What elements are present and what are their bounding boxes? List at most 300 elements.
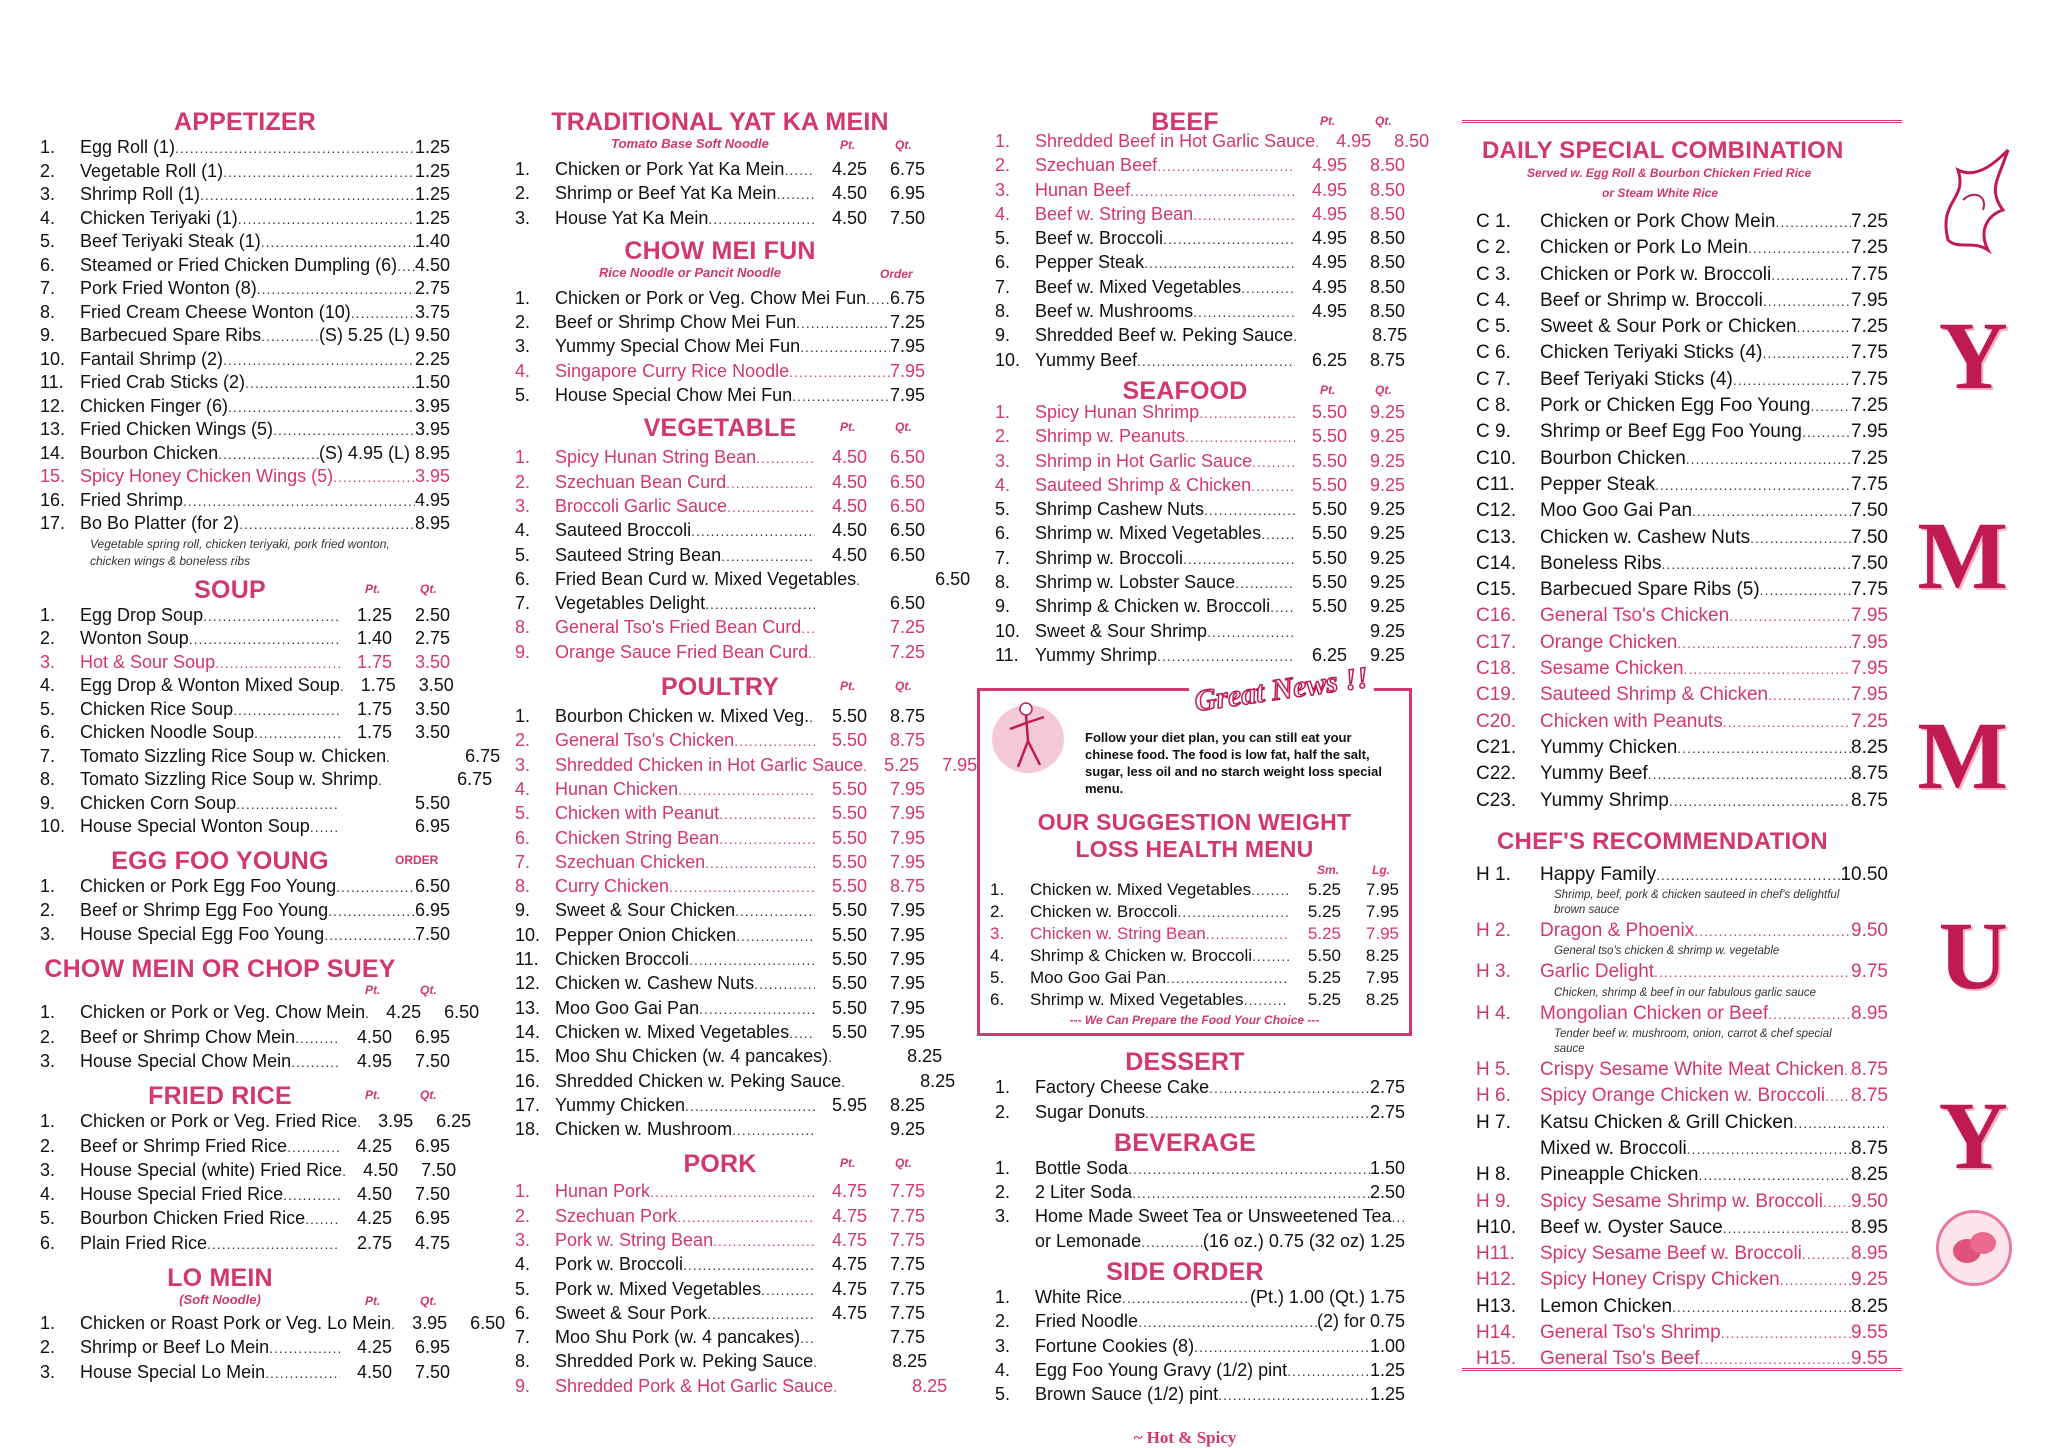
dessert-title: DESSERT — [1125, 1048, 1245, 1077]
item-number: 4. — [40, 1184, 56, 1205]
item-name: Moo Goo Gai Pan — [1540, 500, 1693, 522]
item-price-qt: 7.75 — [889, 1181, 925, 1202]
chef-title: CHEF'S RECOMMENDATION — [1497, 827, 1828, 855]
item-name: General Tso's Chicken — [1540, 605, 1730, 627]
menu-item — [40, 627, 450, 651]
item-price-qt: 6.50 — [935, 568, 971, 589]
item-number: C18. — [1476, 658, 1517, 680]
menu-item — [40, 1232, 450, 1256]
leader-dots — [705, 593, 815, 616]
item-price-pt: 4.95 — [1336, 131, 1372, 151]
menu-item — [1476, 1215, 1888, 1241]
item-name: Beef w. Mushrooms — [1035, 301, 1194, 322]
item-name: Spicy Honey Chicken Wings (5) — [80, 466, 334, 486]
item-number: C21. — [1476, 736, 1517, 758]
item-number: 7. — [40, 745, 56, 766]
menu-item — [1476, 288, 1888, 314]
item-name: Mixed w. Broccoli — [1540, 1137, 1687, 1159]
item-number: 4. — [40, 207, 56, 228]
item-price: 8.25 — [1851, 736, 1888, 758]
item-price-qt: 8.75 — [889, 730, 925, 751]
item-name: Lemon Chicken — [1540, 1295, 1673, 1317]
item-number: 8. — [515, 617, 531, 638]
item-price: 9.50 — [1851, 920, 1888, 942]
item-number: 8. — [515, 876, 531, 897]
item-name: Yummy Special Chow Mei Fun — [555, 336, 801, 357]
item-price-qt: 7.95 — [889, 1021, 925, 1042]
item-name: House Special Chow Mein — [80, 1050, 292, 1071]
item-name: Szechuan Beef — [1035, 155, 1158, 176]
leader-dots — [1166, 968, 1289, 989]
leader-dots — [1251, 475, 1295, 498]
item-name: General Tso's Shrimp — [1540, 1321, 1721, 1343]
item-name: Egg Drop & Wonton Mixed Soup — [80, 675, 340, 695]
item-number: 1. — [995, 1287, 1011, 1308]
item-price: 7.95 — [889, 360, 925, 381]
item-price-pt: 1.75 — [360, 675, 396, 695]
menu-item — [990, 945, 1399, 967]
menu-item — [1476, 1162, 1888, 1188]
item-name: Chicken w. String Bean — [1030, 924, 1206, 944]
item-number: 6. — [515, 1302, 531, 1323]
item-number: 3. — [995, 1206, 1011, 1227]
vegetable-header — [515, 414, 925, 442]
item-price-pt: 4.25 — [356, 1135, 392, 1156]
item-name: Fried Shrimp — [80, 489, 184, 510]
item-name: Bourbon Chicken — [1540, 447, 1686, 469]
hot-spicy-legend — [965, 1428, 1405, 1448]
item-price: 4.50 — [414, 254, 450, 275]
leader-dots — [1163, 228, 1295, 251]
item-price-qt: 6.95 — [414, 1135, 450, 1156]
item-number: 1. — [990, 880, 1005, 900]
item-price: 7.95 — [1851, 289, 1888, 311]
item-number: 5. — [515, 1278, 531, 1299]
item-price-qt: 7.75 — [889, 1302, 925, 1323]
menu-item — [515, 705, 925, 729]
item-name: Yummy Chicken — [1540, 736, 1678, 758]
item-number: 3. — [995, 1335, 1011, 1356]
chow-mein-pt-header: Pt. — [365, 983, 381, 998]
item-price-pt: 6.25 — [1311, 644, 1347, 665]
leader-dots — [1687, 1137, 1851, 1162]
item-number: 1. — [40, 137, 56, 157]
item-name: Egg Foo Young Gravy (1/2) pint — [1035, 1359, 1288, 1380]
leader-dots — [735, 900, 815, 923]
leader-dots — [1132, 1182, 1370, 1205]
poultry-list — [515, 705, 978, 1142]
item-number: 3. — [995, 450, 1011, 471]
item-name: Mongolian Chicken or Beef — [1540, 1002, 1769, 1024]
leader-dots — [1672, 1295, 1851, 1320]
leader-dots — [223, 349, 415, 372]
item-price: 9.75 — [1851, 961, 1888, 983]
item-price-pt: 4.50 — [831, 207, 867, 228]
item-price-pt: 1.25 — [356, 604, 392, 625]
item-number: 3. — [40, 651, 56, 672]
item-name: Boneless Ribs — [1540, 552, 1662, 574]
item-price-qt: 7.50 — [889, 207, 925, 228]
hot-spicy-label: Hot & Spicy — [1146, 1427, 1237, 1447]
lo-mein-title: LO MEIN — [167, 1264, 273, 1293]
leader-dots — [305, 1208, 340, 1231]
leader-dots — [1686, 447, 1851, 472]
item-price-qt: 8.25 — [1365, 946, 1399, 966]
menu-item — [995, 1286, 1405, 1310]
item-price-qt: 8.50 — [1369, 276, 1405, 297]
chow-mein-qt-header: Qt. — [420, 983, 437, 998]
menu-item — [995, 474, 1405, 498]
leader-dots — [1206, 924, 1289, 945]
appetizer-note: Vegetable spring roll, chicken teriyaki, pork fried wonton, chicken wings & boneless ribs — [90, 536, 390, 568]
item-number: 12. — [515, 973, 541, 994]
item-number: 3. — [515, 754, 531, 775]
leader-dots — [1183, 548, 1295, 571]
item-name: Happy Family — [1540, 863, 1657, 885]
leader-dots — [707, 1303, 815, 1326]
menu-item — [1476, 1241, 1888, 1267]
item-price: 7.95 — [1851, 684, 1888, 706]
seafood-list — [995, 401, 1405, 668]
item-price-qt: 8.25 — [892, 1351, 928, 1372]
item-price-pt: 5.50 — [831, 1021, 867, 1042]
item-number: H 7. — [1476, 1111, 1511, 1133]
item-price: 8.75 — [1851, 1059, 1888, 1081]
menu-item — [40, 1207, 450, 1231]
menu-item — [515, 851, 925, 875]
leader-dots — [1144, 252, 1295, 275]
item-name: Yummy Beef — [1035, 349, 1138, 370]
item-name: Shrimp in Hot Garlic Sauce — [1035, 450, 1253, 471]
item-name: Bourbon Chicken w. Mixed Veg. — [555, 706, 810, 727]
brand-letter-5: Y — [1938, 1082, 2008, 1189]
item-number: 11. — [40, 372, 64, 392]
menu-item — [40, 698, 450, 722]
item-number: H13. — [1476, 1295, 1517, 1317]
leader-dots — [207, 1233, 340, 1256]
leader-dots — [1207, 621, 1295, 644]
item-name: Fortune Cookies (8) — [1035, 1335, 1195, 1356]
item-price-qt: 8.50 — [1369, 301, 1405, 322]
item-price-qt: 9.25 — [1369, 474, 1405, 495]
pork-list — [515, 1180, 948, 1399]
item-number: 6. — [515, 827, 531, 848]
chow-mein-header — [40, 955, 450, 983]
leader-dots — [1138, 1311, 1317, 1334]
menu-item — [515, 335, 925, 359]
leader-dots — [283, 1184, 340, 1207]
item-price-pt: 4.75 — [831, 1302, 867, 1323]
egg-foo-young-order-header: ORDER — [395, 852, 439, 867]
item-name: Shredded Pork & Hot Garlic Sauce — [555, 1375, 834, 1396]
menu-item — [1476, 788, 1888, 814]
menu-item — [1476, 498, 1888, 524]
item-name: Fantail Shrimp (2) — [80, 348, 224, 369]
leader-dots — [1793, 1111, 1888, 1136]
menu-item — [515, 446, 925, 470]
item-price-qt: 7.95 — [1365, 968, 1399, 988]
item-price: 2.25 — [414, 348, 450, 369]
leader-dots — [336, 876, 415, 899]
item-note: Chicken, shrimp & beef in our fabulous garlic sauce — [1554, 986, 1817, 999]
menu-item — [40, 348, 450, 372]
leader-dots — [1844, 1058, 1851, 1083]
item-name: Shrimp w. Peanuts — [1035, 426, 1186, 447]
item-name: Shrimp w. Broccoli — [1035, 547, 1184, 568]
item-number: 1. — [40, 1002, 56, 1023]
menu-item — [40, 1110, 472, 1134]
item-price-pt: 4.50 — [356, 1361, 392, 1382]
item-number: 1. — [995, 1077, 1011, 1098]
menu-item — [995, 227, 1405, 251]
menu-item — [995, 1383, 1405, 1407]
health-menu-colheaders — [990, 863, 1399, 879]
item-number: 1. — [40, 1111, 56, 1132]
leader-dots — [1750, 526, 1851, 551]
beverage-list — [995, 1157, 1405, 1254]
item-price-pt: 5.50 — [1311, 523, 1347, 544]
side-order-title: SIDE ORDER — [1106, 1258, 1264, 1287]
item-name: Chicken Noodle Soup — [80, 722, 255, 742]
seafood-pt-header: Pt. — [1320, 382, 1336, 397]
menu-item — [40, 651, 450, 675]
item-number: H 3. — [1476, 961, 1511, 983]
item-price: 7.95 — [1851, 631, 1888, 653]
item-number: 3. — [990, 924, 1005, 944]
item-price: 1.25 — [1369, 1359, 1405, 1380]
yat-ka-mein-subtitle: Tomato Base Soft Noodle — [611, 136, 769, 151]
leader-dots — [1810, 394, 1851, 419]
item-price-pt: 5.50 — [1311, 572, 1347, 593]
item-name: Chicken w. Mixed Vegetables — [1030, 880, 1252, 900]
leader-dots — [218, 443, 319, 466]
item-price: 8.95 — [414, 513, 450, 533]
item-number: C15. — [1476, 579, 1517, 601]
leader-dots — [1252, 451, 1295, 474]
menu-item — [990, 923, 1399, 945]
item-price-qt: 9.25 — [1369, 523, 1405, 544]
item-name: Curry Chicken — [555, 876, 670, 897]
item-name: Chicken w. Mixed Vegetables — [555, 1021, 790, 1042]
item-price: 9.25 — [1851, 1269, 1888, 1291]
item-name: Beef or Shrimp Egg Foo Young — [80, 899, 329, 920]
item-name: Garlic Delight — [1540, 961, 1655, 983]
item-price-pt: 4.75 — [831, 1205, 867, 1226]
leader-dots — [328, 900, 415, 923]
menu-item — [995, 1335, 1405, 1359]
item-number: 8. — [995, 301, 1011, 322]
item-number: 16. — [515, 1070, 541, 1091]
item-name: Chicken or Pork or Veg. Fried Rice — [80, 1111, 358, 1132]
menu-item — [40, 1183, 450, 1207]
item-name: Yummy Shrimp — [1540, 789, 1669, 811]
item-number: C 5. — [1476, 316, 1511, 338]
leader-dots — [1692, 499, 1851, 524]
leader-dots — [1823, 1190, 1851, 1215]
yat-ka-mein-list — [515, 158, 925, 231]
item-price-qt: 6.95 — [414, 1208, 450, 1229]
item-number: 4. — [995, 474, 1011, 495]
leader-dots — [1199, 402, 1295, 425]
item-name: Hunan Chicken — [555, 778, 679, 799]
leader-dots — [1760, 578, 1851, 603]
item-price-qt: 6.50 — [889, 471, 925, 492]
item-price-pt: 6.25 — [1311, 349, 1347, 370]
item-price: 7.75 — [1851, 342, 1888, 364]
leader-dots — [841, 1071, 845, 1094]
leader-dots — [273, 419, 415, 442]
menu-item — [1476, 1294, 1888, 1320]
item-name: Beef or Shrimp w. Broccoli — [1540, 289, 1763, 311]
item-price-qt: 2.75 — [414, 628, 450, 648]
menu-item — [515, 802, 925, 826]
item-price-pt: 3.95 — [378, 1111, 414, 1132]
item-name: Chicken Broccoli — [555, 949, 690, 970]
menu-item — [995, 349, 1405, 373]
item-number: 8. — [40, 769, 56, 789]
leader-dots — [1654, 960, 1851, 985]
item-price-qt: 8.50 — [1394, 131, 1430, 151]
dessert-list — [995, 1076, 1405, 1125]
item-name: Yummy Chicken — [555, 1094, 686, 1115]
item-name: Spicy Orange Chicken w. Broccoli — [1540, 1085, 1826, 1107]
item-number: 15. — [40, 466, 66, 486]
item-name: Orange Chicken — [1540, 631, 1678, 653]
menu-item — [515, 519, 925, 543]
item-name: Vegetables Delight — [555, 593, 706, 614]
item-name: Sauteed Shrimp & Chicken — [1540, 684, 1769, 706]
item-number: 4. — [40, 675, 56, 695]
item-price: 6.95 — [414, 899, 450, 920]
item-name: Plain Fried Rice — [80, 1232, 208, 1253]
item-price-qt: 7.75 — [889, 1229, 925, 1250]
item-number: 3. — [515, 1229, 531, 1250]
chef-list — [1462, 862, 1888, 1373]
menu-item — [40, 207, 450, 231]
menu-item — [515, 495, 925, 519]
item-price-qt: 9.25 — [1369, 620, 1405, 641]
menu-item — [40, 899, 450, 923]
item-price-qt: 6.50 — [889, 520, 925, 541]
item-number: 4. — [515, 778, 531, 799]
item-name: Fried Noodle — [1035, 1311, 1139, 1332]
item-number: C 3. — [1476, 263, 1511, 285]
menu-item — [995, 1076, 1405, 1100]
leader-dots — [1825, 1084, 1851, 1109]
item-number: 3. — [40, 1050, 56, 1071]
leader-dots — [215, 652, 340, 675]
leader-dots — [856, 569, 860, 592]
item-price-pt: 5.50 — [831, 924, 867, 945]
item-price-qt: 7.95 — [889, 827, 925, 848]
item-number: 11. — [995, 644, 1019, 665]
item-price: (16 oz.) 0.75 (32 oz) 1.25 — [1202, 1230, 1405, 1251]
item-number: C22. — [1476, 763, 1517, 785]
chili-icon: ~ — [1133, 1427, 1147, 1447]
chow-mei-fun-subtitle: Rice Noodle or Pancit Noodle — [598, 264, 782, 280]
item-price-qt: 7.50 — [414, 1050, 450, 1071]
menu-item — [515, 1229, 925, 1253]
menu-item — [995, 1205, 1405, 1229]
item-name: Shredded Chicken in Hot Garlic Sauce — [555, 754, 864, 775]
item-note: General tso's chicken & shrimp w. vegetable — [1554, 945, 1780, 958]
item-number: 3. — [515, 207, 531, 228]
item-price-qt: 4.75 — [414, 1232, 450, 1253]
menu-item — [990, 967, 1399, 989]
item-price-pt: 4.75 — [831, 1181, 867, 1202]
menu-item — [995, 179, 1405, 203]
daily-special-subtitle-1: Served w. Egg Roll & Bourbon Chicken Fried Rice — [1527, 166, 1812, 180]
menu-item — [1476, 1057, 1888, 1083]
leader-dots — [828, 1046, 832, 1069]
item-number: 3. — [515, 336, 531, 357]
item-note: Tender beef w. mushroom, onion, carrot & chef special sauce — [1554, 1028, 1832, 1056]
item-number: 17. — [40, 513, 66, 533]
leader-dots — [1137, 350, 1295, 373]
menu-item — [995, 595, 1405, 619]
item-number: 2. — [995, 426, 1011, 447]
item-number: 3. — [40, 924, 56, 945]
appetizer-title: APPETIZER — [173, 108, 317, 136]
menu-item — [995, 276, 1405, 300]
item-number: 4. — [995, 203, 1011, 224]
item-price-qt: 7.95 — [1365, 902, 1399, 922]
menu-item — [995, 620, 1405, 644]
item-price-pt: 4.50 — [831, 520, 867, 541]
item-price: 7.50 — [1851, 500, 1888, 522]
item-price-qt: 9.25 — [1369, 450, 1405, 471]
leader-dots — [713, 1230, 815, 1253]
item-price-pt: 1.75 — [356, 722, 392, 742]
item-price: 8.75 — [1851, 789, 1888, 811]
item-number: 9. — [40, 325, 56, 345]
menu-item — [995, 300, 1405, 324]
item-name: Pepper Onion Chicken — [555, 924, 737, 945]
item-price-qt: 7.95 — [889, 778, 925, 799]
dessert-header — [995, 1048, 1405, 1076]
menu-item — [40, 183, 450, 207]
item-price-qt: 8.75 — [1369, 349, 1405, 370]
item-name: Chicken or Pork or Veg. Chow Mei Fun — [555, 287, 867, 308]
menu-item — [995, 425, 1405, 449]
leader-dots — [1128, 1158, 1370, 1181]
item-number: 5. — [995, 1384, 1011, 1405]
brand-logo — [1908, 0, 2048, 1421]
item-number: H 8. — [1476, 1164, 1511, 1186]
item-name: House Special Fried Rice — [80, 1184, 284, 1205]
leader-dots — [1768, 683, 1851, 708]
item-number: 7. — [515, 851, 531, 872]
item-number: 10. — [995, 349, 1021, 370]
item-name: Chicken or Pork Yat Ka Mein — [555, 159, 785, 179]
chow-mein-list — [40, 1001, 480, 1074]
item-price-qt: 8.50 — [1369, 228, 1405, 249]
beef-title: BEEF — [1151, 108, 1219, 136]
seafood-header — [995, 377, 1405, 405]
leader-dots — [1293, 325, 1297, 348]
daily-special-subtitle-2: or Steam White Rice — [1602, 186, 1719, 200]
menu-item — [1476, 1346, 1888, 1372]
menu-item — [40, 768, 493, 792]
menu-item — [515, 1021, 925, 1045]
poultry-header — [515, 673, 925, 701]
menu-item — [40, 465, 450, 489]
item-name: Chicken with Peanuts — [1540, 710, 1723, 732]
menu-item — [515, 1205, 925, 1229]
item-price: 3.95 — [414, 466, 450, 486]
menu-item — [995, 251, 1405, 275]
item-price: 7.25 — [1851, 710, 1888, 732]
